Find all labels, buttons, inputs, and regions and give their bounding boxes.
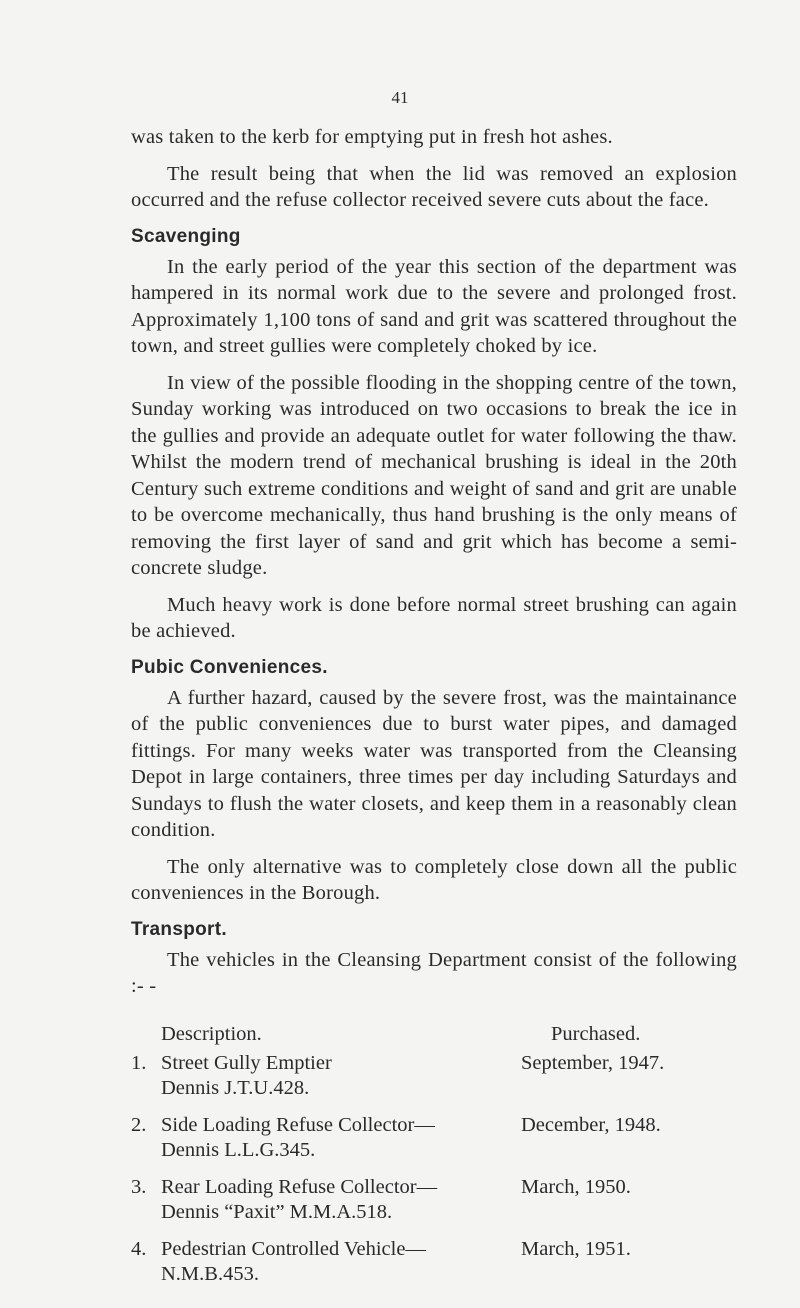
vehicle-row [131, 1237, 737, 1287]
purchased-header: Purchased. [551, 1022, 641, 1045]
vehicle-purchased: March, 1950. [521, 1175, 631, 1198]
vehicle-purchased: September, 1947. [521, 1051, 665, 1074]
intro-paragraph-1: was taken to the kerb for emptying put in fresh hot ashes. [131, 126, 613, 148]
scavenging-paragraph-1: In the early period of the year this section of the department was hampered in its normal work due to the severe and prolonged frost. Approximately 1,100 tons of sand and grit was scattered throughout the town, and street gullies were completely choked by ice. [131, 255, 737, 357]
vehicle-description [161, 1237, 521, 1287]
vehicle-row [131, 1113, 737, 1163]
vehicle-description-line1: Rear Loading Refuse Collector— [161, 1175, 438, 1198]
vehicle-number: 3. [131, 1175, 147, 1198]
vehicle-row [131, 1175, 737, 1225]
vehicle-description-line2: Dennis J.T.U.428. [161, 1076, 310, 1099]
vehicle-description [161, 1113, 521, 1163]
vehicle-description-line1: Side Loading Refuse Collector— [161, 1113, 435, 1136]
transport-heading: Transport. [131, 918, 227, 940]
transport-intro: The vehicles in the Cleansing Department consist of the following :- - [131, 948, 737, 997]
vehicle-description-line1: Pedestrian Controlled Vehicle— [161, 1237, 426, 1260]
vehicle-description [161, 1175, 521, 1225]
intro-paragraph-2: The result being that when the lid was removed an explosion occurred and the refuse collector received severe cuts about the face. [131, 162, 737, 211]
vehicle-table [131, 1022, 737, 1287]
vehicle-description-line1: Street Gully Emptier [161, 1051, 332, 1074]
conveniences-paragraph-2: The only alternative was to completely close down all the public conveniences in the Borough. [131, 855, 737, 904]
vehicle-number: 4. [131, 1237, 147, 1260]
scavenging-paragraph-2: In view of the possible flooding in the shopping centre of the town, Sunday working was introduced on two occasions to break the ice in the gullies and provide an adequate outlet for water following the thaw. Whilst the modern trend of mechanical brushing is ideal in the 20th Century such extreme conditions and weight of sand and grit are unable to be overcome mechanically, thus hand brushing is the only means of removing the first layer of sand and grit which has become a semi-concrete sludge. [131, 371, 737, 579]
page-content [131, 124, 737, 1299]
vehicle-table-header [131, 1022, 737, 1047]
vehicle-description-line2: Dennis L.L.G.345. [161, 1138, 316, 1161]
vehicle-row [131, 1051, 737, 1101]
vehicle-description [161, 1051, 521, 1101]
scavenging-paragraph-3: Much heavy work is done before normal street brushing can again be achieved. [131, 593, 737, 642]
vehicle-number: 1. [131, 1051, 147, 1074]
vehicle-number: 2. [131, 1113, 147, 1136]
vehicle-description-line2: Dennis “Paxit” M.M.A.518. [161, 1200, 393, 1223]
conveniences-heading: Pubic Conveniences. [131, 656, 328, 678]
vehicle-purchased: March, 1951. [521, 1237, 631, 1260]
scavenging-heading: Scavenging [131, 225, 241, 247]
vehicle-description-line2: N.M.B.453. [161, 1262, 259, 1285]
description-header: Description. [161, 1022, 262, 1045]
vehicle-purchased: December, 1948. [521, 1113, 661, 1136]
conveniences-paragraph-1: A further hazard, caused by the severe frost, was the maintainance of the public conveniences due to burst water pipes, and damaged fittings. For many weeks water was transported from the Cleansing Depot in large containers, three times per day including Saturdays and Sundays to flush the water closets, and keep them in a reasonably clean condition. [131, 686, 737, 841]
page-number: 41 [391, 88, 409, 107]
